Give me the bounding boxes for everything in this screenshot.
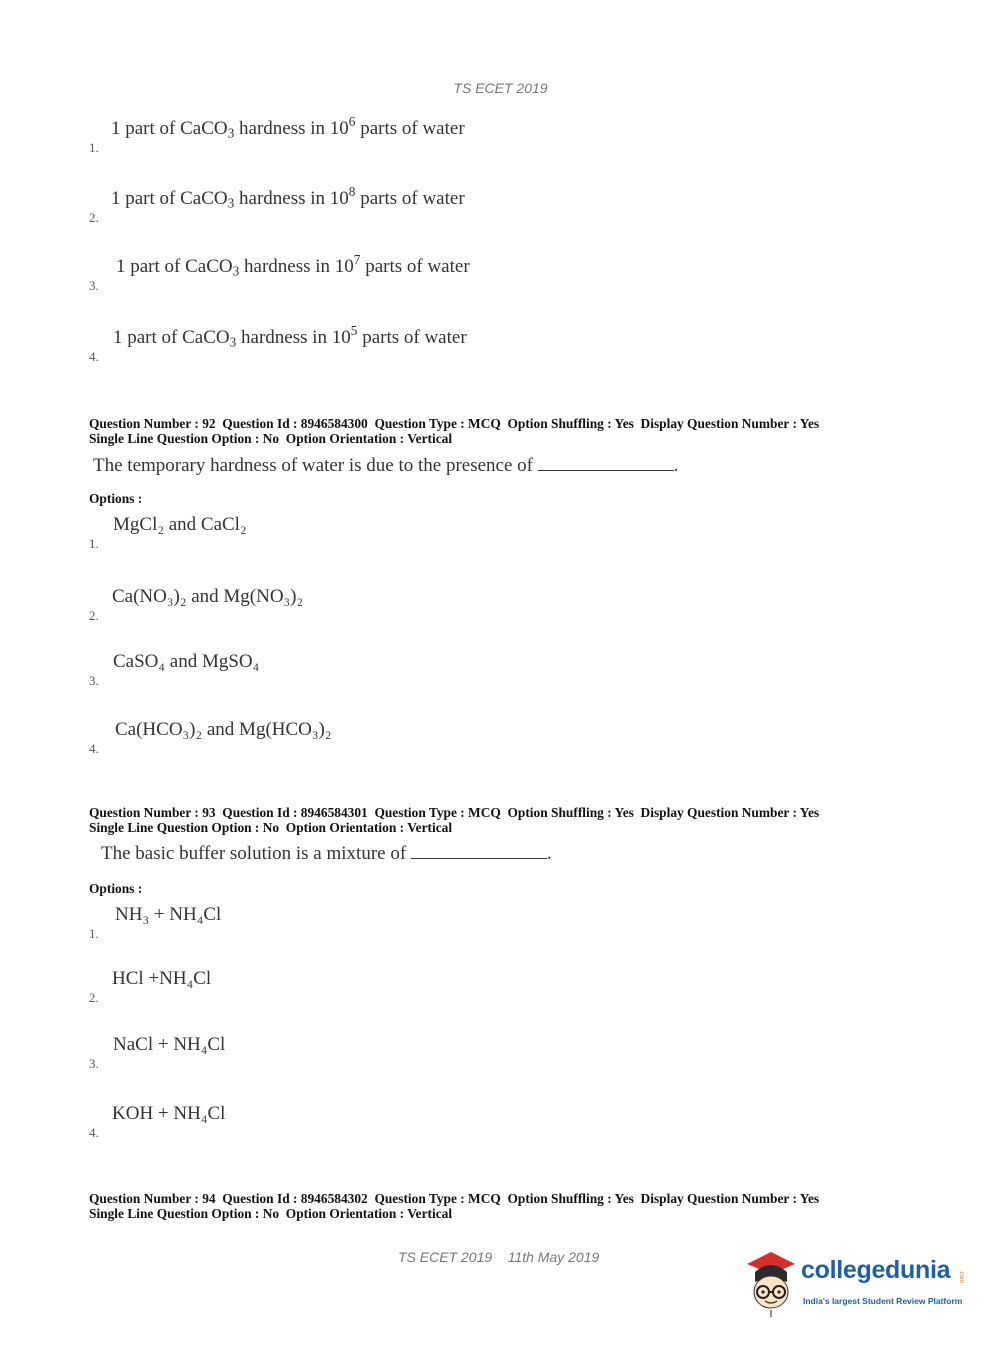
option-number: 2. <box>89 990 99 1005</box>
option-number: 1. <box>89 140 99 155</box>
option-number: 1. <box>89 926 99 941</box>
option-text: 1 part of CaCO$_3$ hardness in $10^5$ parts of water <box>113 323 467 350</box>
q91-option-3 <box>89 252 609 296</box>
q92-question: The temporary hardness of water is due to the presence of . <box>93 455 679 476</box>
option-text: KOH + NH₄Cl <box>112 1103 226 1124</box>
question-text: The basic buffer solution is a mixture of <box>101 843 407 864</box>
q92-option-2 <box>89 586 609 626</box>
option-number: 2. <box>89 608 99 623</box>
logo-com: .com <box>958 1270 964 1284</box>
q93-option-4 <box>89 1103 609 1143</box>
option-number: 1. <box>89 536 99 551</box>
option-text: NH₃ + NH₄Cl <box>115 904 222 925</box>
q91-option-4 <box>89 323 609 367</box>
q93-meta <box>89 806 819 835</box>
option-text: Ca(HCO₃)₂ and Mg(HCO₃)₂ <box>115 719 332 740</box>
q92-option-4 <box>89 719 609 759</box>
question-text: The temporary hardness of water is due to the presence of <box>93 455 533 476</box>
q94-meta <box>89 1192 819 1221</box>
q91-option-1 <box>89 114 609 158</box>
question-meta-line: Question Number : 93 Question Id : 8946584301 Question Type : MCQ Option Shuffling : Yes Display Question Number : Yes <box>89 805 820 820</box>
question-meta-line: Single Line Question Option : No Option Orientation : Vertical <box>89 430 453 446</box>
q93-option-2 <box>89 968 609 1008</box>
logo-tagline: India's largest Student Review Platform <box>803 1296 963 1306</box>
logo-wordmark: collegedunia <box>801 1256 951 1284</box>
option-text: 1 part of CaCO$_3$ hardness in $10^6$ parts of water <box>111 114 465 141</box>
q93-option-1 <box>89 904 609 944</box>
option-text: NaCl + NH₄Cl <box>113 1034 226 1055</box>
option-text: HCl +NH₄Cl <box>112 968 212 989</box>
q92-option-3 <box>89 651 609 691</box>
q91-option-2 <box>89 184 609 228</box>
collegedunia-logo <box>741 1248 971 1318</box>
option-text: CaSO₄ and MgSO₄ <box>113 651 260 672</box>
q93-option-3 <box>89 1034 609 1074</box>
q93-options-label: Options : <box>89 881 143 896</box>
page-header: TS ECET 2019 <box>453 80 548 96</box>
mascot-icon <box>741 1248 801 1318</box>
option-number: 4. <box>89 1125 99 1140</box>
option-number: 4. <box>89 349 99 364</box>
option-text: 1 part of CaCO$_3$ hardness in $10^8$ parts of water <box>111 184 465 211</box>
answer-blank <box>538 454 674 471</box>
option-number: 4. <box>89 741 99 756</box>
question-meta-line: Question Number : 92 Question Id : 8946584300 Question Type : MCQ Option Shuffling : Yes Display Question Number : Yes <box>89 416 820 431</box>
page-footer: TS ECET 2019 11th May 2019 <box>398 1249 600 1265</box>
option-text: 1 part of CaCO$_3$ hardness in $10^7$ parts of water <box>116 252 470 279</box>
q92-options-label: Options : <box>89 491 143 506</box>
option-number: 3. <box>89 1056 99 1071</box>
option-number: 3. <box>89 673 99 688</box>
option-text: MgCl₂ and CaCl₂ <box>113 514 247 535</box>
q92-meta <box>89 417 819 446</box>
q92-option-1 <box>89 514 609 554</box>
option-number: 2. <box>89 210 99 225</box>
question-meta-line: Single Line Question Option : No Option Orientation : Vertical <box>89 819 453 835</box>
option-text: Ca(NO₃)₂ and Mg(NO₃)₂ <box>112 586 304 607</box>
q93-question: The basic buffer solution is a mixture of . <box>101 843 552 864</box>
question-meta-line: Question Number : 94 Question Id : 8946584302 Question Type : MCQ Option Shuffling : Yes Display Question Number : Yes <box>89 1191 820 1206</box>
answer-blank <box>411 842 547 859</box>
question-meta-line: Single Line Question Option : No Option Orientation : Vertical <box>89 1205 453 1221</box>
option-number: 3. <box>89 278 99 293</box>
